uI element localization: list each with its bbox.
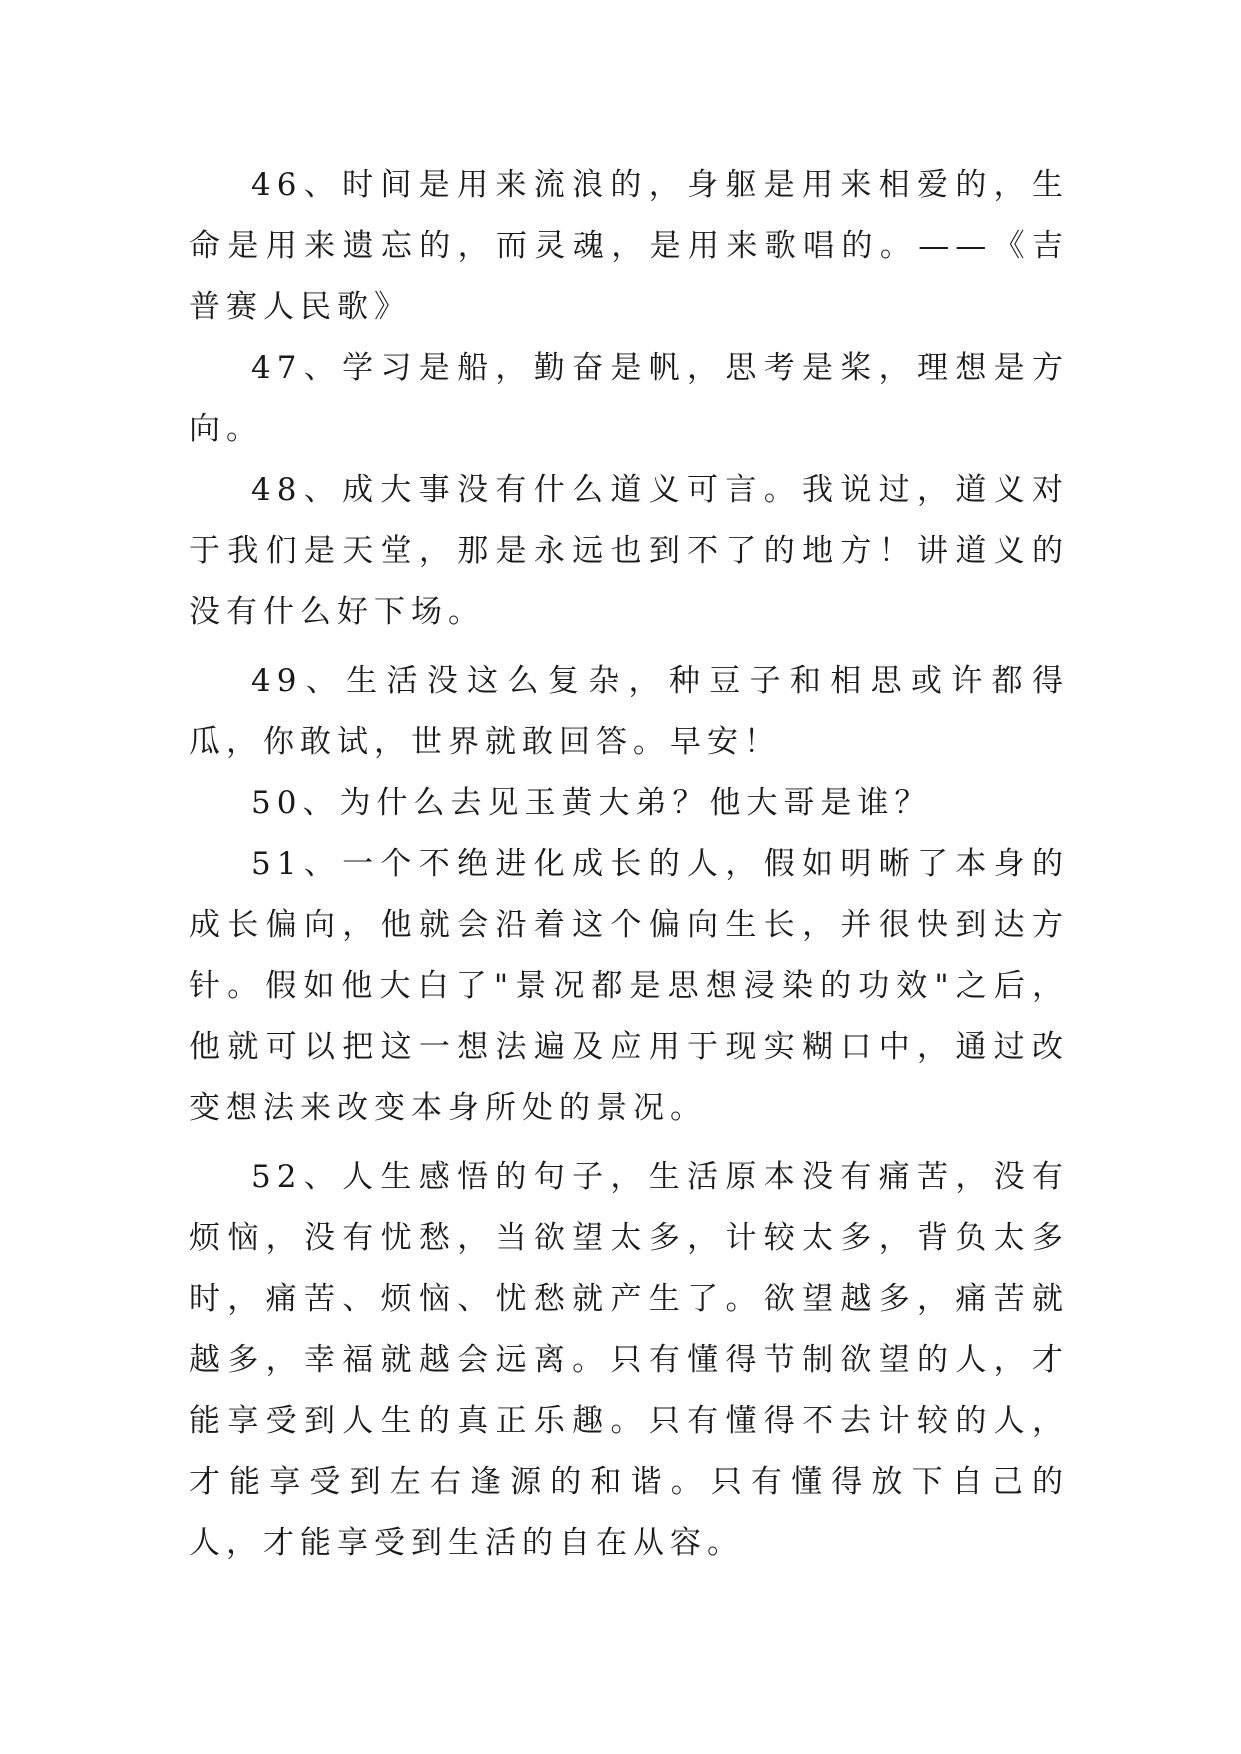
paragraph-47: 47、学习是船，勤奋是帆，思考是桨，理想是方向。	[189, 350, 1069, 447]
document-body	[189, 155, 1069, 1574]
paragraph-gap	[189, 643, 1069, 651]
paragraph-48: 48、成大事没有什么道义可言。我说过，道义对于我们是天堂，那是永远也到不了的地方！讲道义的没有什么好下场。	[189, 472, 1069, 630]
paragraph-50: 50、为什么去见玉黄大弟？他大哥是谁？	[251, 785, 932, 821]
paragraph-51: 51、一个不绝进化成长的人，假如明晰了本身的成长偏向，他就会沿着这个偏向生长，并很快到达方针。假如他大白了"景况都是思想浸染的功效"之后，他就可以把这一想法遍及应用于现实糊口中，通过改变想法来改变本身所处的景况。	[189, 846, 1069, 1126]
paragraph-52: 52、人生感悟的句子，生活原本没有痛苦，没有烦恼，没有忧愁，当欲望太多，计较太多，背负太多时，痛苦、烦恼、忧愁就产生了。欲望越多，痛苦就越多，幸福就越会远离。只有懂得节制欲望的人，才能享受到人生的真正乐趣。只有懂得不去计较的人，才能享受到左右逢源的和谐。只有懂得放下自己的人，才能享受到生活的自在从容。	[189, 1159, 1069, 1561]
paragraph-49: 49、生活没这么复杂，种豆子和相思或许都得瓜，你敢试，世界就敢回答。早安！	[189, 663, 1069, 760]
paragraph-46: 46、时间是用来流浪的，身躯是用来相爱的，生命是用来遗忘的，而灵魂，是用来歌唱的。——《吉普赛人民歌》	[189, 167, 1069, 325]
paragraph-gap	[189, 1139, 1069, 1147]
